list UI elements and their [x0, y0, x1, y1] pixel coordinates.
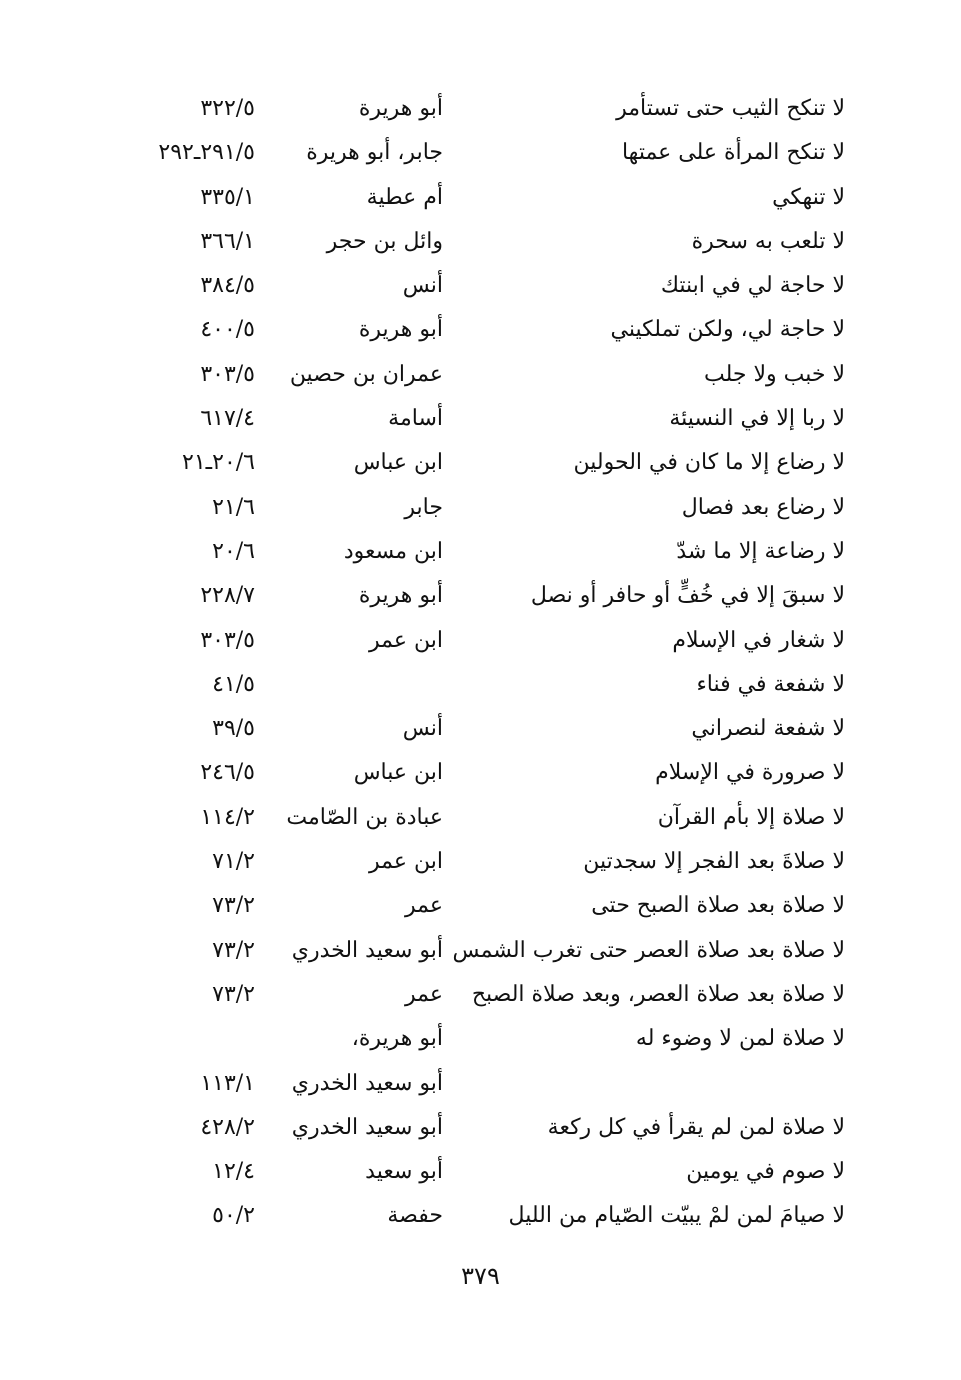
hadith-index-list	[120, 90, 845, 1242]
narrator-name: أبو سعيد الخدري	[291, 1114, 443, 1140]
narrator-name: جابر، أبو هريرة	[306, 140, 443, 166]
narrator-name: ابن عباس	[353, 450, 443, 476]
narrator-name: عمران بن حصين	[289, 361, 443, 387]
volume-page-ref: ٧١/٢	[212, 849, 255, 875]
index-row	[120, 356, 845, 400]
hadith-text: لا تنكح المرأة على عمتها	[621, 140, 845, 166]
narrator-name: ابن عباس	[353, 760, 443, 786]
volume-page-ref: ٣٠٣/٥	[200, 627, 255, 653]
narrator-name: ابن عمر	[369, 627, 443, 653]
volume-page-ref: ٢٠/٦ـ٢١	[182, 450, 255, 476]
hadith-text: لا تنكح الثيب حتى تستأمر	[616, 96, 845, 121]
volume-page-ref: ٣٦٦/١	[200, 228, 255, 254]
hadith-text: لا صلاة بعد صلاة العصر، وبعد صلاة الصبح	[471, 981, 845, 1007]
hadith-text: لا رضاع بعد فصال	[681, 494, 845, 520]
index-row	[120, 533, 845, 577]
index-row	[120, 134, 845, 178]
narrator-name: ابن مسعود	[343, 538, 443, 564]
volume-page-ref: ٥٠/٢	[212, 1203, 255, 1229]
volume-page-ref: ١١٤/٢	[200, 804, 255, 830]
volume-page-ref: ٤٢٨/٢	[200, 1114, 255, 1140]
hadith-text: لا سبقَ إلا في خُفٍّ أو حافر أو نصل	[530, 583, 845, 609]
index-row	[120, 179, 845, 223]
narrator-name: أبو سعيد الخدري	[291, 1070, 443, 1096]
narrator-name: أم عطية	[366, 184, 443, 210]
hadith-text: لا تنهكي	[772, 184, 845, 210]
volume-page-ref: ٢٠/٦	[212, 538, 255, 564]
index-row	[120, 311, 845, 355]
volume-page-ref: ٣٨٤/٥	[200, 273, 255, 299]
hadith-text: لا صلاة بعد صلاة العصر حتى تغرب الشمس	[452, 937, 845, 963]
narrator-name: جابر	[404, 494, 443, 520]
narrator-name: عمر	[405, 981, 443, 1007]
narrator-name: أنس	[402, 273, 443, 299]
hadith-text: لا صوم في يومين	[686, 1159, 845, 1185]
index-row	[120, 887, 845, 931]
hadith-text: لا خبب ولا جلب	[703, 361, 845, 387]
narrator-name: ابن عمر	[369, 849, 443, 875]
hadith-text: لا صلاة لمن لا وضوء له	[635, 1026, 845, 1052]
narrator-name: حفصة	[387, 1203, 443, 1229]
narrator-name: أبو هريرة	[358, 317, 443, 343]
volume-page-ref: ٢٤٦/٥	[200, 760, 255, 786]
index-row	[120, 710, 845, 754]
hadith-text: لا حاجة لي في ابنتك	[660, 273, 845, 299]
volume-page-ref: ٧٣/٢	[212, 937, 255, 963]
hadith-text: لا ربا إلا في النسيئة	[669, 406, 845, 432]
hadith-text: لا صلاةَ بعد الفجر إلا سجدتين	[583, 849, 845, 875]
narrator-name: أبو هريرة،	[351, 1026, 443, 1052]
hadith-text: لا رضاعة إلا ما شدّ	[676, 538, 845, 564]
volume-page-ref: ٢٢٨/٧	[200, 583, 255, 609]
hadith-text: لا صرورة في الإسلام	[655, 760, 845, 786]
narrator-name: أبو هريرة	[358, 583, 443, 609]
volume-page-ref: ٣٣٥/١	[200, 184, 255, 210]
index-row	[120, 444, 845, 488]
narrator-name: عبادة بن الصّامت	[286, 804, 443, 830]
index-row	[120, 799, 845, 843]
index-row	[120, 666, 845, 710]
index-row	[120, 1020, 845, 1064]
index-row	[120, 1065, 845, 1109]
narrator-name: أسامة	[388, 406, 443, 432]
index-row	[120, 489, 845, 533]
index-row	[120, 267, 845, 311]
index-row	[120, 976, 845, 1020]
index-row	[120, 754, 845, 798]
volume-page-ref: ٤٠٠/٥	[200, 317, 255, 343]
volume-page-ref: ٢٩١/٥ـ٢٩٢	[158, 140, 255, 166]
index-row	[120, 400, 845, 444]
index-row	[120, 622, 845, 666]
index-row	[120, 90, 845, 134]
volume-page-ref: ٧٣/٢	[212, 893, 255, 919]
hadith-text: لا تلعب به سحرة	[691, 228, 845, 254]
volume-page-ref: ٦١٧/٤	[200, 406, 255, 432]
index-row	[120, 223, 845, 267]
hadith-text: لا صيامَ لمن لمْ يبيّت الصّيام من الليل	[508, 1203, 845, 1229]
hadith-text: لا صلاة بعد صلاة الصبح حتى	[591, 893, 845, 919]
volume-page-ref: ٣٩/٥	[212, 716, 255, 742]
hadith-text: لا شفعة لنصراني	[691, 716, 845, 742]
volume-page-ref: ١٢/٤	[212, 1159, 255, 1185]
volume-page-ref: ٣٠٣/٥	[200, 361, 255, 387]
narrator-name: وائل بن حجر	[326, 228, 443, 254]
hadith-text: لا صلاة إلا بأم القرآن	[657, 804, 845, 830]
index-row	[120, 843, 845, 887]
index-row	[120, 1153, 845, 1197]
narrator-name: أبو سعيد الخدري	[291, 937, 443, 963]
index-row	[120, 577, 845, 621]
narrator-name: أنس	[402, 716, 443, 742]
hadith-text: لا رضاع إلا ما كان في الحولين	[573, 450, 845, 476]
index-row	[120, 932, 845, 976]
narrator-name: عمر	[405, 893, 443, 919]
volume-page-ref: ٧٣/٢	[212, 981, 255, 1007]
volume-page-ref: ١١٣/١	[200, 1070, 255, 1096]
index-row	[120, 1109, 845, 1153]
narrator-name: أبو سعيد	[365, 1159, 443, 1185]
index-row	[120, 1197, 845, 1241]
hadith-text: لا شفعة في فناء	[696, 671, 845, 697]
hadith-text: لا شغار في الإسلام	[672, 627, 845, 653]
volume-page-ref: ٤١/٥	[212, 671, 255, 697]
hadith-text: لا حاجة لي، ولكن تملكيني	[610, 317, 845, 343]
hadith-text: لا صلاة لمن لم يقرأ في كل ركعة	[547, 1114, 845, 1140]
volume-page-ref: ٢١/٦	[212, 494, 255, 520]
page-number: ٣٧٩	[461, 1262, 500, 1290]
volume-page-ref: ٣٢٢/٥	[200, 96, 255, 121]
narrator-name: أبو هريرة	[358, 96, 443, 121]
